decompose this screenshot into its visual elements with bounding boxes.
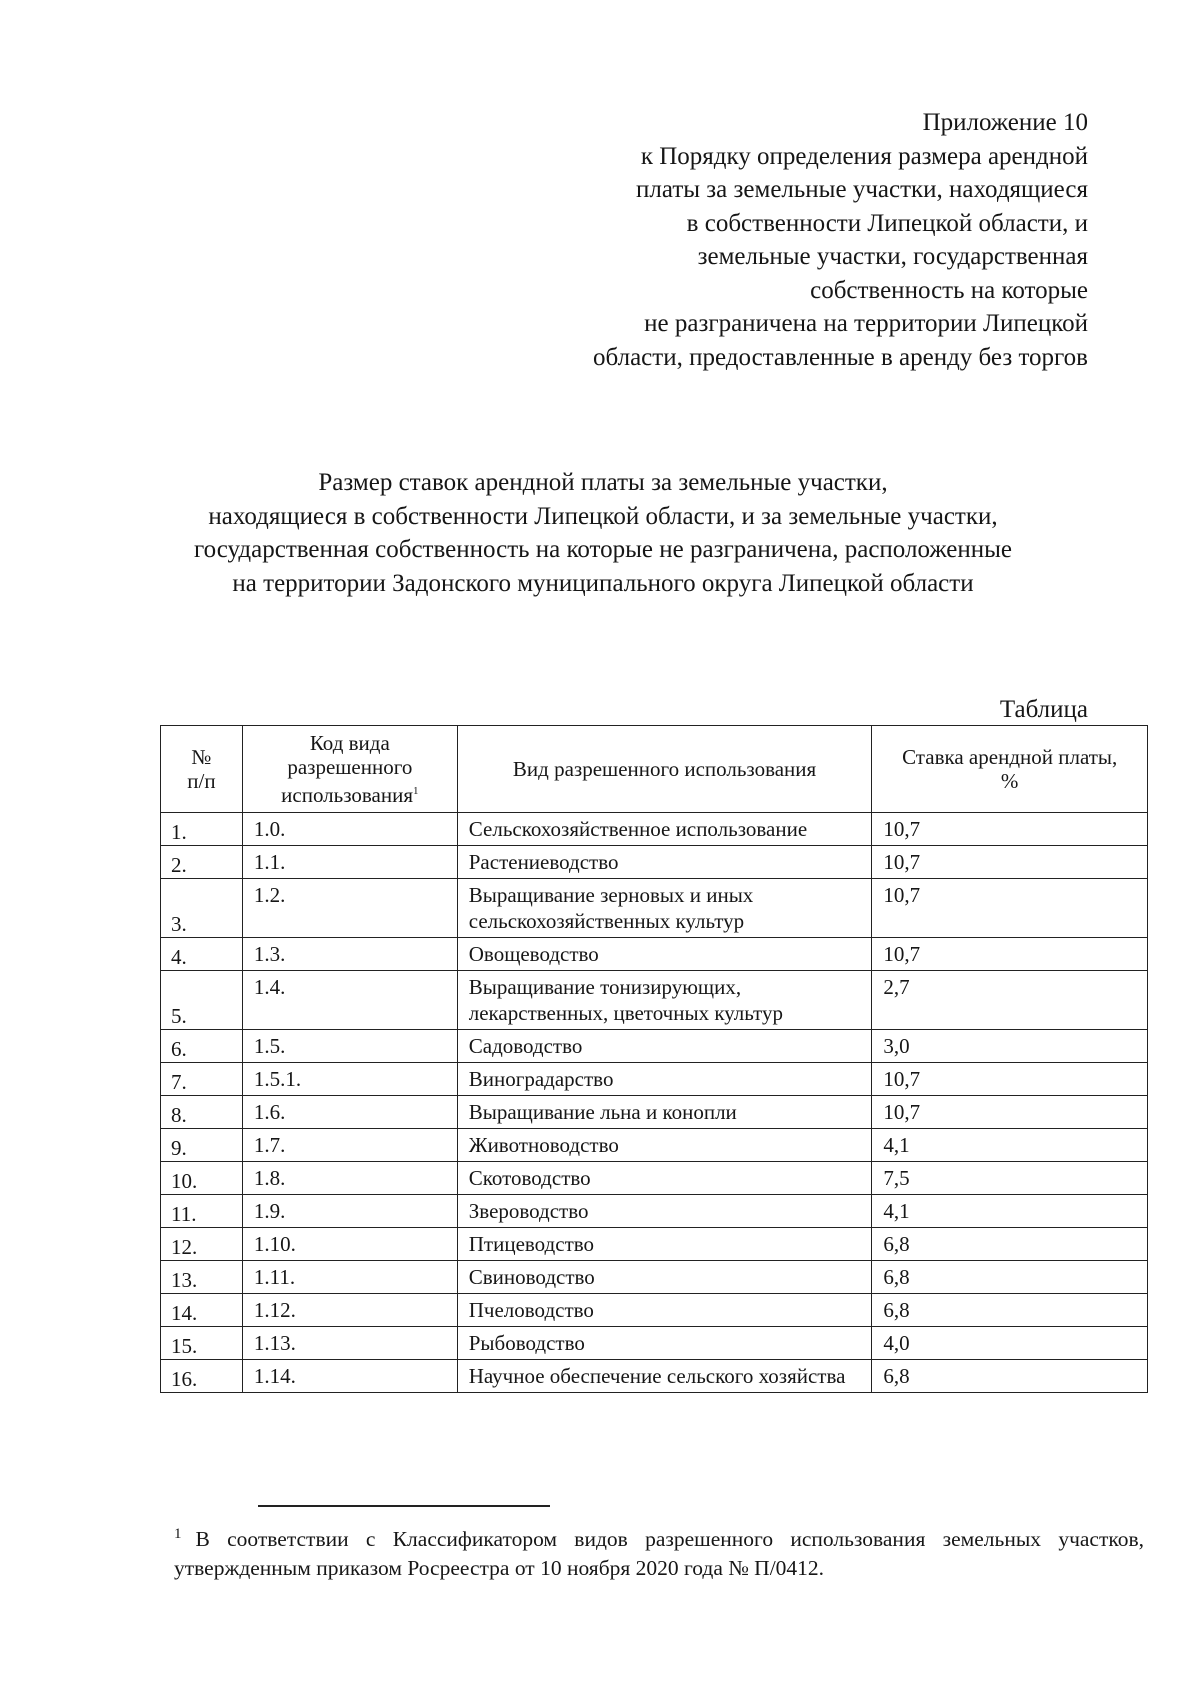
row-rate: 4,0: [872, 1327, 1148, 1360]
title-line: на территории Задонского муниципального округа Липецкой области: [232, 569, 974, 597]
footnote-marker: 1: [174, 1526, 182, 1542]
row-number: 1.: [161, 813, 243, 846]
row-use: Садоводство: [457, 1030, 872, 1063]
row-rate: 7,5: [872, 1162, 1148, 1195]
row-code: 1.13.: [242, 1327, 457, 1360]
row-rate: 10,7: [872, 938, 1148, 971]
row-code: 1.14.: [242, 1360, 457, 1393]
row-rate: 10,7: [872, 813, 1148, 846]
appendix-line: не разграничена на территории Липецкой: [644, 310, 1088, 337]
row-use: Свиноводство: [457, 1261, 872, 1294]
appendix-line: платы за земельные участки, находящиеся: [636, 176, 1088, 203]
row-code: 1.4.: [242, 971, 457, 1030]
header-use: Вид разрешенного использования: [457, 726, 872, 813]
row-use: Животноводство: [457, 1129, 872, 1162]
row-use: Сельскохозяйственное использование: [457, 813, 872, 846]
row-number: 3.: [161, 879, 243, 938]
table-row: [161, 813, 1148, 846]
row-number: 11.: [161, 1195, 243, 1228]
row-rate: 10,7: [872, 846, 1148, 879]
row-number: 8.: [161, 1096, 243, 1129]
row-number: 9.: [161, 1129, 243, 1162]
row-code: 1.5.: [242, 1030, 457, 1063]
row-rate: 6,8: [872, 1294, 1148, 1327]
header-code-line3: [243, 779, 457, 807]
footnote-reference: 1: [413, 785, 419, 797]
table-row: [161, 1063, 1148, 1096]
footnote-text: В соответствии с Классификатором видов разрешенного использования земельных участков, утвержденным приказом Росреестра от 10 ноября 2020 года № П/0412.: [174, 1527, 1144, 1581]
header-number: [161, 726, 243, 813]
table-row: [161, 1327, 1148, 1360]
row-code: 1.7.: [242, 1129, 457, 1162]
row-number: 16.: [161, 1360, 243, 1393]
row-use: Пчеловодство: [457, 1294, 872, 1327]
row-use: Растениеводство: [457, 846, 872, 879]
header-code-line1: Код вида: [309, 731, 390, 755]
row-code: 1.12.: [242, 1294, 457, 1327]
row-rate: 10,7: [872, 1063, 1148, 1096]
row-number: 5.: [161, 971, 243, 1030]
table-row: [161, 1162, 1148, 1195]
row-use: Звероводство: [457, 1195, 872, 1228]
row-code: 1.6.: [242, 1096, 457, 1129]
row-code: 1.0.: [242, 813, 457, 846]
row-rate: 4,1: [872, 1195, 1148, 1228]
table-caption: Таблица: [999, 696, 1088, 723]
table-row: [161, 1030, 1148, 1063]
row-code: 1.1.: [242, 846, 457, 879]
row-use: Виноградарство: [457, 1063, 872, 1096]
header-number-line1: №: [191, 745, 212, 769]
appendix-line: области, предоставленные в аренду без торгов: [593, 343, 1088, 371]
row-code: 1.8.: [242, 1162, 457, 1195]
row-rate: 4,1: [872, 1129, 1148, 1162]
title-line: государственная собственность на которые не разграничена, расположенные: [193, 536, 1013, 563]
header-rate-line1: Ставка арендной платы,: [902, 745, 1118, 769]
appendix-line: к Порядку определения размера арендной: [640, 142, 1088, 170]
table-row: [161, 1294, 1148, 1327]
row-rate: 3,0: [872, 1030, 1148, 1063]
row-use: Выращивание тонизирующих, лекарственных, цветочных культур: [457, 971, 872, 1030]
appendix-line: земельные участки, государственная: [697, 243, 1088, 270]
row-rate: 2,7: [872, 971, 1148, 1030]
row-number: 12.: [161, 1228, 243, 1261]
row-number: 7.: [161, 1063, 243, 1096]
rates-table: [160, 725, 1148, 1393]
appendix-line: в собственности Липецкой области, и: [686, 209, 1088, 237]
row-number: 15.: [161, 1327, 243, 1360]
footnote: [174, 1520, 1144, 1583]
row-code: 1.2.: [242, 879, 457, 938]
row-code: 1.10.: [242, 1228, 457, 1261]
table-row: [161, 971, 1148, 1030]
header-code-line2: разрешенного: [287, 755, 413, 779]
title-line: Размер ставок арендной платы за земельные участки,: [318, 469, 888, 496]
row-rate: 10,7: [872, 1096, 1148, 1129]
table-row: [161, 1360, 1148, 1393]
appendix-line: Приложение 10: [922, 109, 1088, 136]
row-rate: 6,8: [872, 1360, 1148, 1393]
title-line: находящиеся в собственности Липецкой области, и за земельные участки,: [208, 502, 998, 530]
appendix-header: [388, 106, 1088, 374]
appendix-line: собственность на которые: [810, 276, 1088, 304]
row-use: Скотоводство: [457, 1162, 872, 1195]
row-rate: 10,7: [872, 879, 1148, 938]
header-code: [242, 726, 457, 813]
row-code: 1.11.: [242, 1261, 457, 1294]
table-row: [161, 1096, 1148, 1129]
table-row: [161, 1129, 1148, 1162]
row-rate: 6,8: [872, 1228, 1148, 1261]
row-use: Рыбоводство: [457, 1327, 872, 1360]
row-number: 6.: [161, 1030, 243, 1063]
table-row: [161, 938, 1148, 971]
row-use: Овощеводство: [457, 938, 872, 971]
table-row: [161, 1228, 1148, 1261]
row-rate: 6,8: [872, 1261, 1148, 1294]
row-number: 14.: [161, 1294, 243, 1327]
table-row: [161, 1195, 1148, 1228]
header-code-text: использования: [281, 783, 413, 807]
table-row: [161, 846, 1148, 879]
document-title: [150, 466, 1056, 600]
row-code: 1.9.: [242, 1195, 457, 1228]
row-use: Выращивание льна и конопли: [457, 1096, 872, 1129]
row-use: Птицеводство: [457, 1228, 872, 1261]
header-rate: [872, 726, 1148, 813]
header-rate-line2: %: [1000, 769, 1019, 793]
footnote-divider: [258, 1505, 550, 1507]
row-code: 1.5.1.: [242, 1063, 457, 1096]
table-body: [161, 813, 1148, 1393]
row-number: 4.: [161, 938, 243, 971]
row-number: 10.: [161, 1162, 243, 1195]
header-number-line2: п/п: [187, 769, 216, 793]
row-use: Выращивание зерновых и иных сельскохозяйственных культур: [457, 879, 872, 938]
table-row: [161, 879, 1148, 938]
row-use: Научное обеспечение сельского хозяйства: [457, 1360, 872, 1393]
table-header-row: [161, 726, 1148, 813]
row-number: 2.: [161, 846, 243, 879]
row-code: 1.3.: [242, 938, 457, 971]
row-number: 13.: [161, 1261, 243, 1294]
table-row: [161, 1261, 1148, 1294]
